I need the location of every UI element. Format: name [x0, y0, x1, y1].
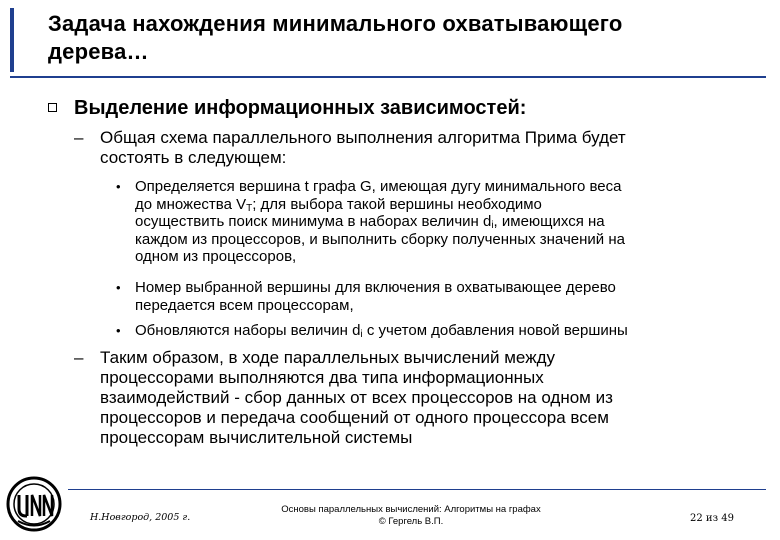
bullet-1-line-2: до множества $V_T$; для выбора такой вершины необходимо	[135, 195, 542, 214]
sub-item-2-line-2: процессорами выполняются два типа информационных	[100, 368, 544, 387]
sub-item-2-line-1: Таким образом, в ходе параллельных вычислений между	[100, 348, 555, 367]
sub-item-2-line-3: взаимодействий - сбор данных от всех процессоров на одном из	[100, 388, 613, 407]
footer-author: © Гергель В.П.	[378, 516, 444, 527]
bullet-3-line-1: Обновляются наборы величин $d_i$ с учетом добавления новой вершины	[135, 322, 628, 340]
footer-location-date: Н.Новгород, 2005 г.	[90, 512, 191, 523]
title-line-2: дерева…	[48, 39, 149, 64]
slide-title	[48, 10, 748, 66]
sub-item-1-line-2: состоять в следующем:	[100, 148, 287, 167]
dash-bullet-icon: –	[74, 128, 84, 147]
footer-divider	[68, 489, 766, 490]
page-number: 22 из 49	[690, 513, 734, 524]
bullet-2-line-1: Номер выбранной вершины для включения в охватывающее дерево	[135, 279, 616, 296]
sub-item-2-line-5: процессорам вычислительной системы	[100, 428, 413, 447]
university-logo-icon	[6, 476, 62, 532]
footer-course-info	[246, 504, 576, 528]
dot-bullet-icon: •	[116, 280, 121, 295]
dash-bullet-icon: –	[74, 348, 84, 367]
sub-item-2-line-4: процессоров и передача сообщений от одного процессора всем	[100, 408, 609, 427]
dot-bullet-icon: •	[116, 323, 121, 338]
square-bullet-icon	[48, 103, 57, 112]
title-line-1: Задача нахождения минимального охватывающего	[48, 11, 623, 36]
sub-item-1-line-1: Общая схема параллельного выполнения алгоритма Прима будет	[100, 128, 626, 147]
bullet-2-line-2: передается всем процессорам,	[135, 296, 354, 314]
footer-course-title: Основы параллельных вычислений: Алгоритмы на графах	[281, 504, 541, 515]
bullet-1-line-1: Определяется вершина t графа G, имеющая дугу минимального веса	[135, 178, 622, 195]
dot-bullet-icon: •	[116, 179, 121, 194]
bullet-1-line-3: осуществить поиск минимума в наборах величин $d_i$, имеющихся на	[135, 213, 605, 231]
heading-text: Выделение информационных зависимостей:	[74, 97, 527, 119]
title-accent-bar	[10, 8, 14, 72]
bullet-1-line-4: каждом из процессоров, и выполнить сборку полученных значений на	[135, 230, 625, 248]
title-divider	[10, 76, 766, 78]
bullet-1-line-5: одном из процессоров,	[135, 248, 297, 265]
